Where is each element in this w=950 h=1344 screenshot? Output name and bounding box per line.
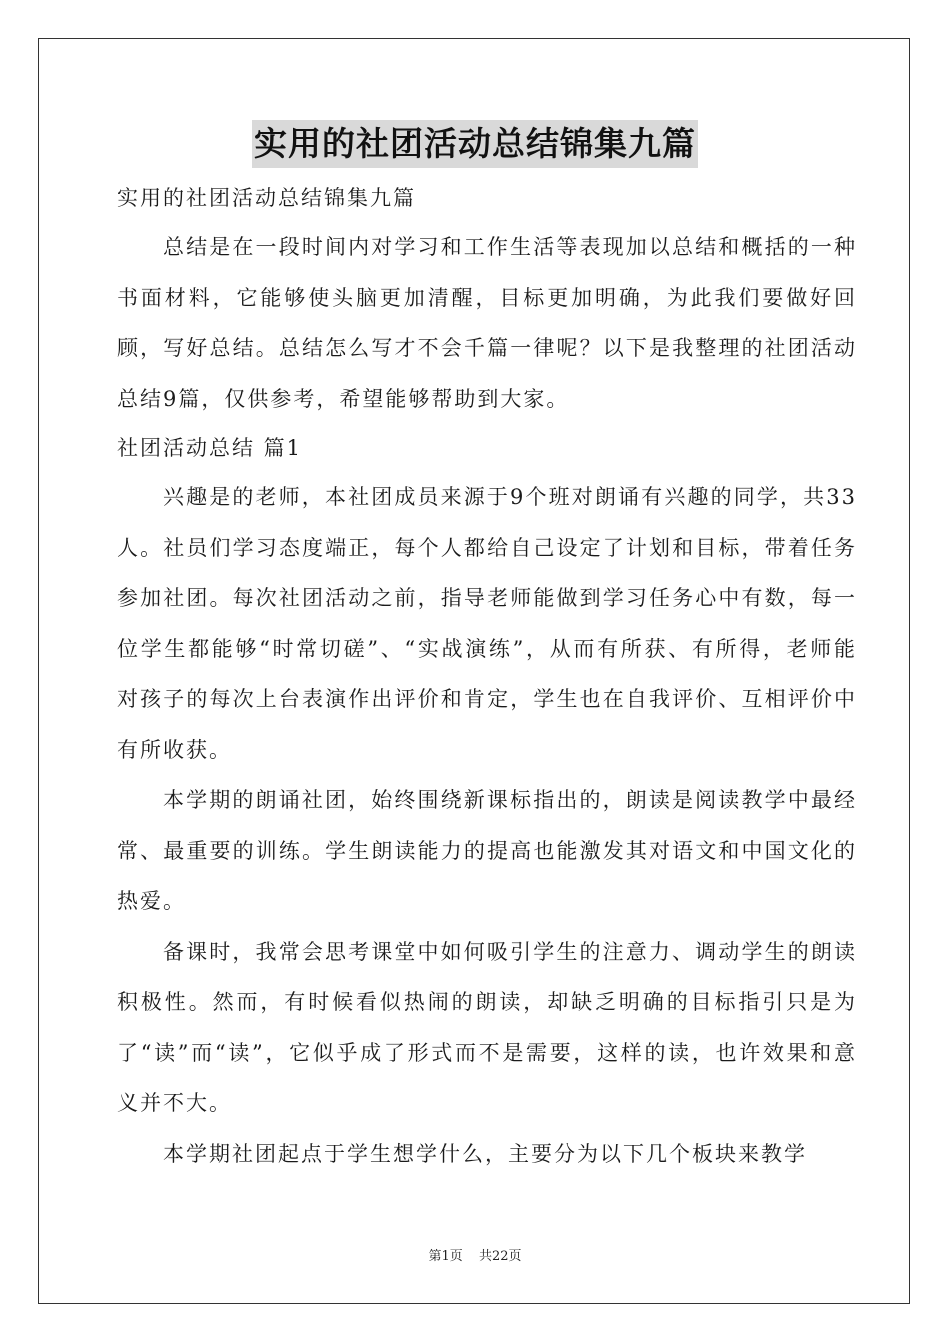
- body-paragraph-4: 本学期社团起点于学生想学什么，主要分为以下几个板块来教学: [163, 1141, 807, 1166]
- section-heading: 社团活动总结 篇1: [117, 436, 303, 460]
- page-number: 第1页: [428, 1249, 463, 1264]
- body-paragraph-2: 本学期的朗诵社团，始终围绕新课标指出的，朗读是阅读教学中最经常、最重要的训练。学生朗读能力的提高也能激发其对语文和中国文化的热爱。: [117, 788, 857, 913]
- body-paragraph-1: 兴趣是的老师，本社团成员来源于9个班对朗诵有兴趣的同学，共33人。社员们学习态度端正，每个人都给自己设定了计划和目标，带着任务参加社团。每次社团活动之前，指导老师能做到学习任务心中有数，每一位学生都能够“时常切磋”、“实战演练”，从而有所获、有所得，老师能对孩子的每次上台表演作出评价和肯定，学生也在自我评价、互相评价中有所收获。: [117, 485, 857, 762]
- title-container: [0, 120, 950, 168]
- intro-paragraph: 总结是在一段时间内对学习和工作生活等表现加以总结和概括的一种书面材料，它能够使头脑更加清醒，目标更加明确，为此我们要做好回顾，写好总结。总结怎么写才不会千篇一律呢？以下是我整理的社团活动总结9篇，仅供参考，希望能够帮助到大家。: [117, 235, 857, 411]
- document-title: 实用的社团活动总结锦集九篇: [252, 120, 698, 168]
- document-body: [117, 174, 857, 1179]
- page-footer: [0, 1245, 950, 1264]
- document-subtitle: 实用的社团活动总结锦集九篇: [117, 186, 416, 210]
- page-total: 共22页: [478, 1249, 522, 1264]
- body-paragraph-3: 备课时，我常会思考课堂中如何吸引学生的注意力、调动学生的朗读积极性。然而，有时候看似热闹的朗读，却缺乏明确的目标指引只是为了“读”而“读”，它似乎成了形式而不是需要，这样的读，也许效果和意义并不大。: [117, 939, 857, 1115]
